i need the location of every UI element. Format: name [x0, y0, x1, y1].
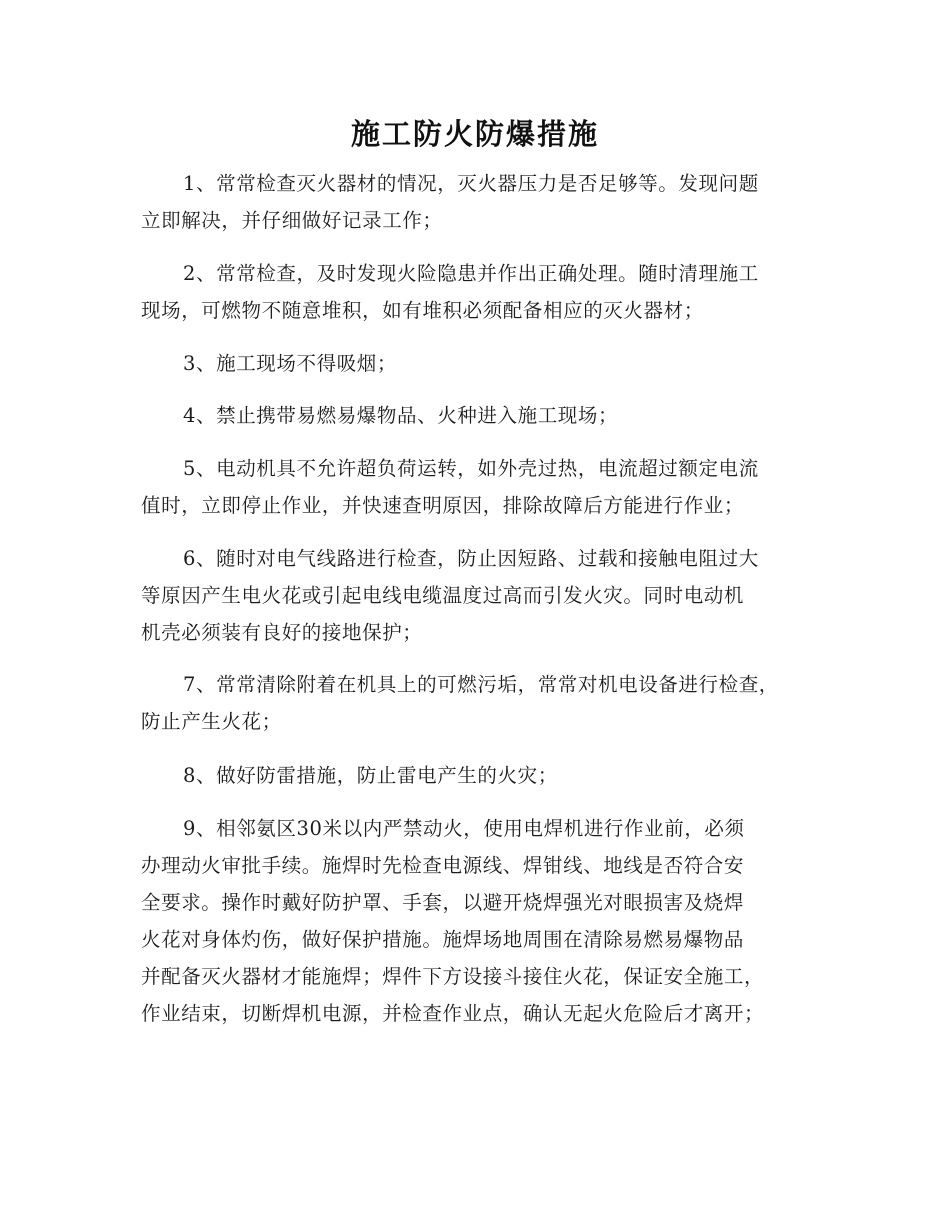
document-title: 施工防火防爆措施 [350, 117, 599, 151]
paragraph-line: 1、常常检查灭火器材的情况，灭火器压力是否足够等。发现问题 [183, 172, 759, 195]
paragraph-line: 作业结束，切断焊机电源，并检查作业点，确认无起火危险后才离开； [141, 1002, 765, 1025]
paragraph-line: 等原因产生电火花或引起电线电缆温度过高而引发火灾。同时电动机 [141, 584, 745, 607]
paragraph-line: 3、施工现场不得吸烟； [183, 352, 398, 375]
paragraph-line: 火花对身体灼伤，做好保护措施。施焊场地周围在清除易燃易爆物品 [141, 928, 745, 951]
paragraph-line: 值时，立即停止作业，并快速查明原因，排除故障后方能进行作业； [141, 494, 745, 517]
paragraph-4 [141, 397, 813, 434]
paragraph-5 [141, 450, 813, 524]
paragraph-line: 办理动火审批手续。施焊时先检查电源线、焊钳线、地线是否符合安 [141, 854, 745, 877]
paragraph-line: 9、相邻氨区30米以内严禁动火，使用电焊机进行作业前，必须 [183, 817, 745, 840]
paragraph-line: 7、常常清除附着在机具上的可燃污垢，常常对机电设备进行检查， [183, 673, 779, 696]
paragraph-line: 机壳必须装有良好的接地保护； [141, 621, 423, 644]
paragraph-2 [141, 255, 813, 329]
paragraph-3 [141, 345, 813, 382]
paragraph-line: 立即解决，并仔细做好记录工作； [141, 209, 443, 232]
paragraph-7 [141, 666, 813, 740]
paragraph-line: 并配备灭火器材才能施焊；焊件下方设接斗接住火花，保证安全施工， [141, 965, 765, 988]
paragraph-9 [141, 810, 813, 1032]
paragraph-line: 现场，可燃物不随意堆积，如有堆积必须配备相应的灭火器材； [141, 299, 704, 322]
paragraph-line: 全要求。操作时戴好防护罩、手套，以避开烧焊强光对眼损害及烧焊 [141, 891, 745, 914]
paragraph-line: 防止产生火花； [141, 710, 282, 733]
paragraph-line: 2、常常检查，及时发现火险隐患并作出正确处理。随时清理施工 [183, 262, 759, 285]
paragraph-6 [141, 540, 813, 651]
paragraph-line: 5、电动机具不允许超负荷运转，如外壳过热，电流超过额定电流 [183, 457, 759, 480]
paragraph-line: 6、随时对电气线路进行检查，防止因短路、过载和接触电阻过大 [183, 547, 759, 570]
paragraph-8 [141, 757, 813, 794]
paragraph-1 [141, 165, 813, 239]
paragraph-line: 8、做好防雷措施，防止雷电产生的火灾； [183, 764, 558, 787]
paragraph-line: 4、禁止携带易燃易爆物品、火种进入施工现场； [183, 404, 619, 427]
